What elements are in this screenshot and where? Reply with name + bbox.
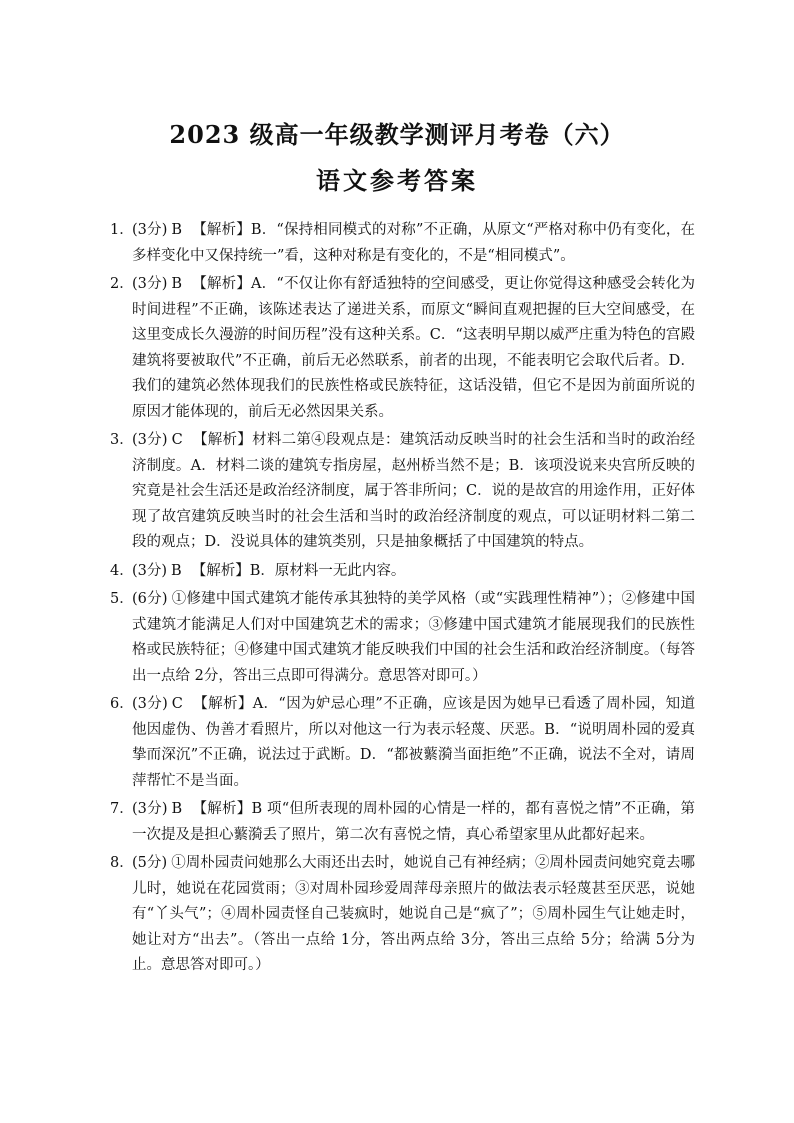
answer-explanation: 【解析】A．“不仅让你有舒适独特的空间感受，更让你觉得这种感受会转化为时间进程”不正确，该陈述表达了递进关系，而原文“瞬间直观把握的巨大空间感受，在这里变成长久漫游的时间历程”没有这种关系。C．“这表明早期以威严庄重为特色的宫殿建筑将要被取代”不正确，前后无必然联系，前者的出现，不能表明它会取代后者。D．我们的建筑必然体现我们的民族性格或民族特征，这话没错，但它不是因为前面所说的原因才能体现的，前后无必然因果关系。: [132, 276, 695, 420]
page-title: 2023 级高一年级教学测评月考卷（六）: [169, 120, 625, 149]
answer-explanation: 【解析】材料二第④段观点是：建筑活动反映当时的社会生活和当时的政治经济制度。A．材料二谈的建筑专指房屋，赵州桥当然不是；B．该项没说来央宫所反映的究竟是社会生活还是政治经济制度，属于答非所问；C．说的是故宫的用途作用，正好体现了故宫建筑反映当时的社会生活和当时的政治经济制度的观点，可以证明材料二第二段的观点；D．没说具体的建筑类别，只是抽象概括了中国建筑的特点。: [132, 432, 695, 550]
answer-score: (3分): [132, 696, 168, 712]
answer-number: 3．: [110, 432, 134, 448]
answer-number: 8．: [110, 855, 134, 871]
answer-score: (3分): [132, 222, 168, 238]
answer-body: [132, 692, 695, 794]
answer-item-4: [110, 559, 695, 585]
answer-item-7: [110, 797, 695, 848]
answer-body: [132, 797, 695, 848]
answer-body: [132, 851, 695, 979]
answer-score: (6分): [132, 591, 168, 607]
answer-item-2: [110, 272, 695, 425]
answer-item-5: [110, 587, 695, 689]
answer-number: 1．: [110, 222, 134, 238]
answer-choice: C: [171, 696, 183, 712]
answer-body: [132, 559, 695, 585]
answer-explanation: 【解析】A．“因为妒忌心理”不正确，应该是因为她早已看透了周朴园，知道他因虚伪、伪善才看照片，所以对他这一行为表示轻蔑、厌恶。B．“说明周朴园的爱真挚而深沉”不正确，说法过于武断。D．“都被蘩漪当面拒绝”不正确，说法不全对，请周萍帮忙不是当面。: [132, 696, 695, 789]
answer-body: [132, 218, 695, 269]
answer-item-3: [110, 428, 695, 556]
answer-score: (3分): [132, 432, 168, 448]
answer-number: 5．: [110, 591, 134, 607]
answer-list: [110, 218, 695, 982]
answer-score: (3分): [132, 562, 168, 579]
answer-explanation: ①修建中国式建筑才能传承其独特的美学风格（或“实践理性精神”）；②修建中国式建筑才能满足人们对中国建筑艺术的需求；③修建中国式建筑才能展现我们的民族性格或民族特征；④修建中国式建筑才能反映我们中国的社会生活和政治经济制度。（每答出一点给 2分，答出三点即可得满分。意思答对即可。）: [132, 591, 695, 684]
answer-number: 6．: [110, 696, 134, 712]
answer-explanation: 【解析】B．原材料一无此内容。: [191, 562, 406, 579]
page-subtitle: 语文参考答案: [316, 166, 478, 195]
answer-number: 7．: [110, 801, 134, 817]
answer-explanation: 【解析】B．“保持相同模式的对称”不正确，从原文“严格对称中仍有变化，在多样变化中又保持统一”看，这种对称是有变化的，不是“相同模式”。: [132, 222, 695, 264]
answer-choice: C: [171, 432, 183, 448]
answer-choice: B: [171, 801, 183, 817]
answer-score: (3分): [132, 276, 168, 292]
answer-body: [132, 428, 695, 556]
answer-body: [132, 272, 695, 425]
answer-score: (5分): [132, 855, 168, 871]
answer-choice: B: [171, 222, 183, 238]
answer-item-6: [110, 692, 695, 794]
answer-number: 4．: [110, 562, 134, 579]
answer-item-1: [110, 218, 695, 269]
answer-score: (3分): [132, 801, 168, 817]
answer-number: 2．: [110, 276, 134, 292]
answer-body: [132, 587, 695, 689]
answer-choice: B: [171, 562, 182, 579]
answer-explanation: ①周朴园责问她那么大雨还出去时，她说自己有神经病；②周朴园责问她究竟去哪儿时，她说在花园赏雨；③对周朴园珍爱周萍母亲照片的做法表示轻蔑甚至厌恶，说她有“丫头气”；④周朴园责怪自己装疯时，她说自己是“疯了”；⑤周朴园生气让她走时，她让对方“出去”。（答出一点给 1分，答出两点给 3分，答出三点给 5分；给满 5分为止。意思答对即可。）: [132, 855, 696, 973]
answer-item-8: [110, 851, 695, 979]
answer-explanation: 【解析】B 项“但所表现的周朴园的心情是一样的，都有喜悦之情”不正确，第一次提及是担心蘩漪丢了照片，第二次有喜悦之情，真心希望家里从此都好起来。: [132, 801, 695, 843]
answer-choice: B: [171, 276, 183, 292]
